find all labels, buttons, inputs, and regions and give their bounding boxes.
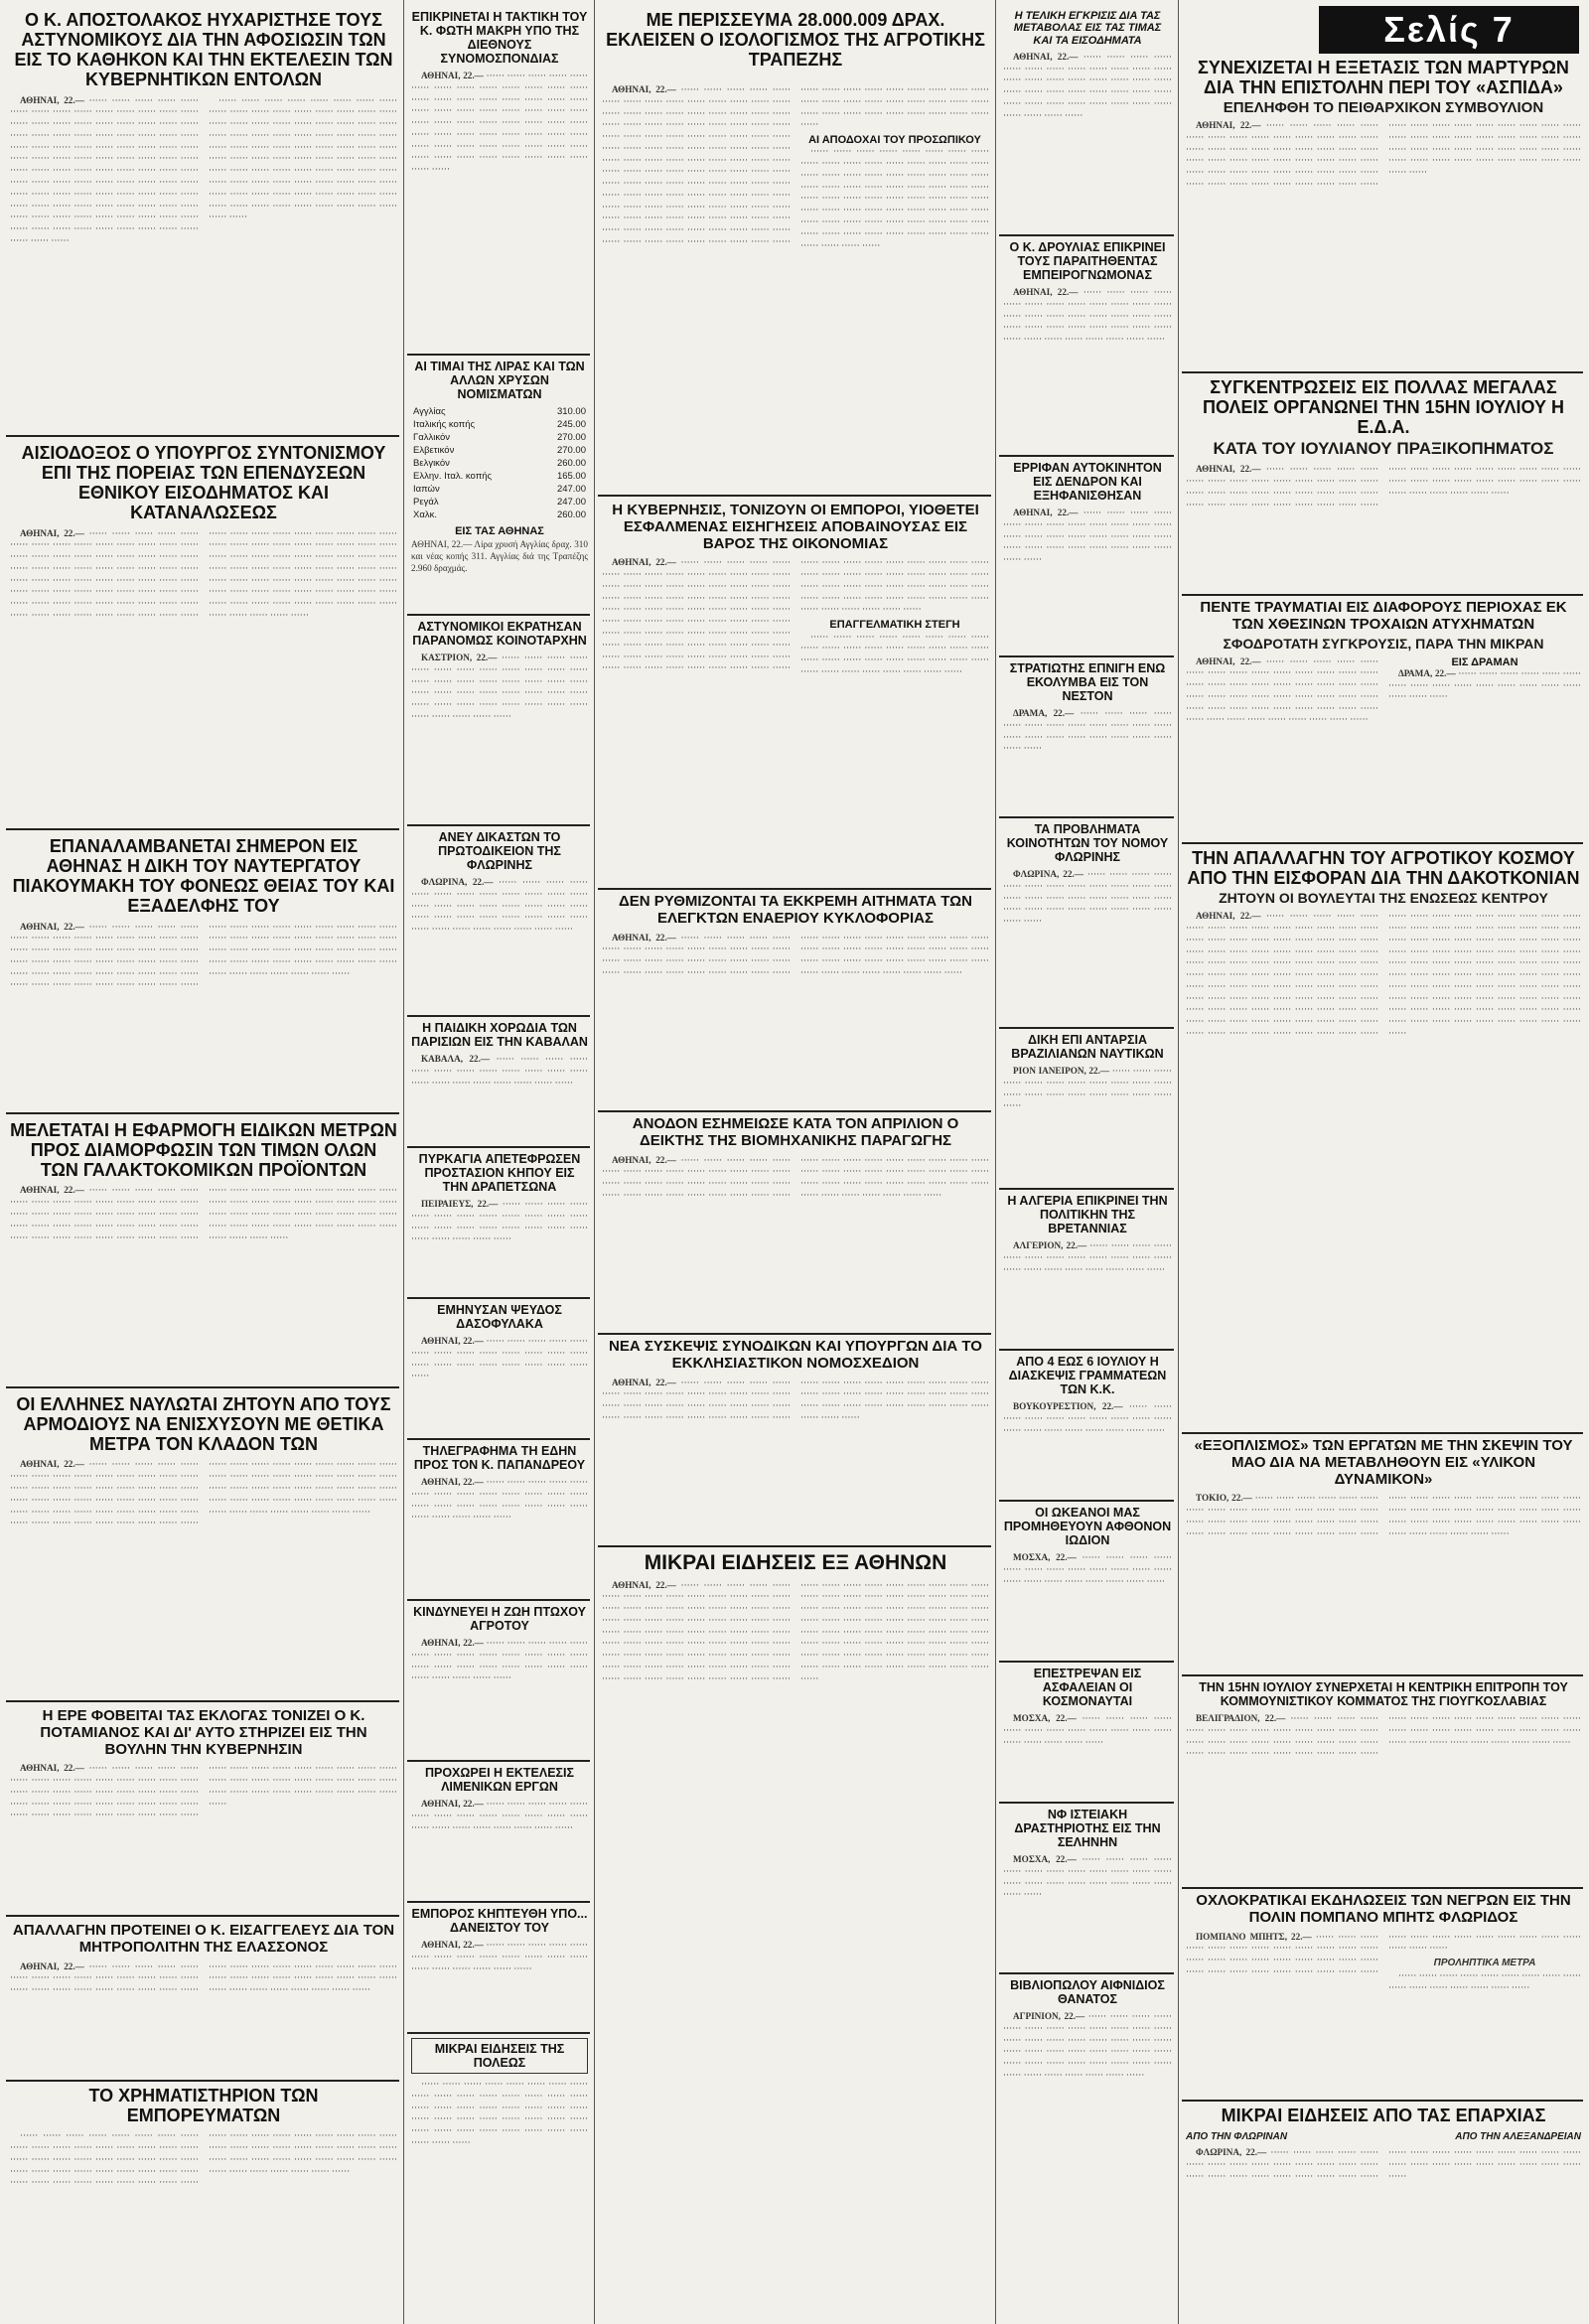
dateline: ΦΛΩΡΙΝΑ, 22.— (1013, 869, 1083, 879)
dateline: ΜΟΣΧΑ, 22.— (1013, 1552, 1077, 1562)
headline: Η ΑΛΓΕΡΙΑ ΕΠΙΚΡΙΝΕΙ ΤΗΝ ΠΟΛΙΤΙΚΗΝ ΤΗΣ ΒΡΕΤΑΝΝΙΑΣ (1007, 1194, 1168, 1235)
article (999, 822, 1176, 1021)
article-body: ΑΘΗΝΑΙ, 22.— ······ ······ ······ ······ ······ ······ ······ ······ ······ ······ ······ ······ ······ ······ ······ ······ ······ ······ ······ ······ ······ ······ ······ ······ ······ ······ ······ ······ ······ ······ ······ ······ ······ ······ ······ ······ ······ ······ ······ ······ ······ ······ ······ ······ ······ ······ ······ ······ ······ ······ ······ ······ ······ ······ ······ ······ ······ ······ ······ ······ ······ ······ ······ ······ ······ ······ ······ ······ ······ ······ ······ ······ ······ ······ ······ ······ ······ ······ ······ ······ ······ ······ ······ ······ ······ ······ ······ ······ ······ ······ ······ ······ ······ (10, 921, 397, 990)
article-body: ΑΓΡΙΝΙΟΝ, 22.— ······ ······ ······ ······ ······ ······ ······ ······ ······ ······ ······ ······ ······ ······ ······ ······ ······ ······ ······ ······ ······ ······ ······ ······ ······ ······ ······ ······ ······ ······ ······ ······ ······ ······ ······ ······ ······ ······ ······ ······ ······ ······ ······ (1003, 2011, 1172, 2080)
article-body: ΑΘΗΝΑΙ, 22.— ······ ······ ······ ······ ······ ······ ······ ······ ······ ······ ······ ······ ······ ······ ······ ······ ······ ······ ······ ······ ······ ······ ······ ······ ······ ······ ······ ······ ······ ······ (1003, 508, 1172, 565)
section-rule (598, 1110, 991, 1112)
section-rule (6, 1915, 399, 1917)
gold-price-row (411, 470, 588, 483)
article-body: ΑΘΗΝΑΙ, 22.— ······ ······ ······ ······ ······ ······ ······ ······ ······ ······ ······ ······ ······ ······ ······ ······ ······ ······ ······ ······ ······ ······ (411, 1336, 588, 1381)
article-body: ······ ······ ······ ······ ······ ······ ······ ······ ······ ······ ······ ······ ······ ······ ······ ······ ······ ······ ······ ······ ······ ······ ······ ······ ······ ······ ······ ······ ······ ······ ······ ······ ······ ······ ······ ······ ······ ······ ······ ······ ······ ······ ······ ······ ······ ······ ······ ······ ······ ······ ······ ······ ······ ······ ······ ······ ······ ······ ······ ······ ······ ······ ······ ······ ······ ······ ······ ······ ······ ······ ······ ······ ······ ······ ······ ······ ······ ······ (10, 2130, 397, 2188)
article (407, 1766, 592, 1895)
headline: ΑΠΟ 4 ΕΩΣ 6 ΙΟΥΛΙΟΥ Η ΔΙΑΣΚΕΨΙΣ ΓΡΑΜΜΑΤΕΩΝ ΤΩΝ Κ.Κ. (1008, 1355, 1167, 1396)
article-body: ΑΘΗΝΑΙ, 22.— ······ ······ ······ ······ ······ ······ ······ ······ ······ ······ ······ ······ ······ ······ ······ ······ ······ ······ ······ ······ ······ ······ ······ ······ ······ ······ (411, 1477, 588, 1523)
subheadline: ΑΠΟ ΤΗΝ ΑΛΕΞΑΝΔΡΕΙΑΝ (1455, 2131, 1581, 2143)
headline: ΝΦ ΙΣΤΕΙΑΚΗ ΔΡΑΣΤΗΡΙΟΤΗΣ ΕΙΣ ΤΗΝ ΣΕΛΗΝΗΝ (1014, 1808, 1161, 1849)
article-body: ΜΟΣΧΑ, 22.— ······ ······ ······ ······ ······ ······ ······ ······ ······ ······ ······ ······ ······ ······ ······ ······ ······ (1003, 1713, 1172, 1747)
article (407, 10, 592, 348)
dateline: ΑΘΗΝΑΙ, 22.— (612, 1377, 676, 1387)
headline: ΕΠΑΓΓΕΛΜΑΤΙΚΗ ΣΤΕΓΗ (829, 619, 960, 632)
section-rule (6, 1112, 399, 1114)
article-body: ΑΘΗΝΑΙ, 22.— ······ ······ ······ ······ ······ ······ ······ ······ ······ ······ ······ ······ ······ ······ ······ ······ ······ ······ ······ ······ ······ ······ ······ ······ ······ ······ ······ ······ ······ ······ ······ ······ ······ ······ ······ ······ ······ ······ ······ ······ ······ ······ ······ ······ ······ ······ ······ ······ ······ ······ ······ ······ ······ ······ ······ ······ ······ ······ ······ ······ ······ ······ ······ ······ ······ ······ ······ ······ ······ (10, 1763, 397, 1820)
gold-price-value: 270.00 (556, 445, 586, 456)
gold-price-name: Ελβετικόν (413, 445, 455, 456)
column-rule (594, 0, 595, 2324)
dateline: ΡΙΟΝ ΙΑΝΕΙΡΟΝ, 22.— (1013, 1066, 1110, 1076)
headline: ΚΙΝΔΥΝΕΥΕΙ Η ΖΩΗ ΠΤΩΧΟΥ ΑΓΡΟΤΟΥ (413, 1605, 586, 1633)
headline: ΟΙ ΕΛΛΗΝΕΣ ΝΑΥΛΩΤΑΙ ΖΗΤΟΥΝ ΑΠΟ ΤΟΥΣ ΑΡΜΟΔΙΟΥΣ ΝΑ ΕΝΙΣΧΥΣΟΥΝ ΜΕ ΘΕΤΙΚΑ ΜΕΤΡΑ ΤΟΝ ΚΛΑΔΟΝ ΤΩΝ (16, 1394, 391, 1455)
gold-price-name: Αγγλίας (413, 406, 446, 417)
gold-price-row (411, 405, 588, 418)
subheadline: ΚΑΤΑ ΤΟΥ ΙΟΥΛΙΑΝΟΥ ΠΡΑΞΙΚΟΠΗΜΑΤΟΣ (1213, 439, 1554, 459)
gold-price-name: Ιταλικής κοπής (413, 419, 476, 430)
headline: ΤΟ ΧΡΗΜΑΤΙΣΤΗΡΙΟΝ ΤΩΝ ΕΜΠΟΡΕΥΜΑΤΩΝ (88, 2086, 319, 2126)
gold-price-row (411, 444, 588, 457)
article (407, 1021, 592, 1140)
dateline: ΑΘΗΝΑΙ, 22.— (421, 1799, 484, 1809)
gold-price-name: Γαλλικόν (413, 432, 451, 443)
section-rule (6, 1700, 399, 1702)
dateline: ΑΘΗΝΑΙ, 22.— (421, 1336, 484, 1346)
column-rule (1178, 0, 1179, 2324)
headline: Η ΕΡΕ ΦΟΒΕΙΤΑΙ ΤΑΣ ΕΚΛΟΓΑΣ ΤΟΝΙΖΕΙ Ο Κ. ΠΟΤΑΜΙΑΝΟΣ ΚΑΙ ΔΙ' ΑΥΤΟ ΣΤΗΡΙΖΕΙ ΕΙΣ ΤΗΝ ΒΟΥΛΗΝ ΤΗΝ ΚΥΒΕΡΝΗΣΙΝ (40, 1708, 367, 1758)
gold-price-row (411, 496, 588, 508)
headline: ΑΙ ΤΙΜΑΙ ΤΗΣ ΛΙΡΑΣ ΚΑΙ ΤΩΝ ΑΛΛΩΝ ΧΡΥΣΩΝ ΝΟΜΙΣΜΑΤΩΝ (414, 360, 585, 401)
headline: ΠΡΟΧΩΡΕΙ Η ΕΚΤΕΛΕΣΙΣ ΛΙΜΕΝΙΚΩΝ ΕΡΓΩΝ (424, 1766, 575, 1794)
dateline: ΤΟΚΙΟ, 22.— (1196, 1493, 1252, 1504)
headline: Η ΠΑΙΔΙΚΗ ΧΟΡΩΔΙΑ ΤΩΝ ΠΑΡΙΣΙΩΝ ΕΙΣ ΤΗΝ ΚΑΒΑΛΑΝ (411, 1021, 588, 1049)
headline: ΟΙ ΩΚΕΑΝΟΙ ΜΑΣ ΠΡΟΜΗΘΕΥΟΥΝ ΑΦΘΟΝΟΝ ΙΩΔΙΟΝ (1003, 1506, 1172, 1547)
article (598, 1116, 993, 1325)
section-rule (999, 1500, 1174, 1502)
dateline: ΑΘΗΝΑΙ, 22.— (421, 1940, 484, 1950)
article-body: ΑΘΗΝΑΙ, 22.— ······ ······ ······ ······ ······ ······ ······ ······ ······ ······ ······ ······ ······ ······ ······ ······ ······ ······ ······ ······ ······ ······ ······ ······ ······ ······ ······ ······ ······ ······ ······ ······ ······ ······ ······ ······ ······ ······ ······ ······ ······ ······ ······ ······ ······ ······ ······ ······ ······ ······ ΕΙΣ ΔΡΑΜΑΝ ΔΡΑΜΑ, 22.— ······ ······ ······ ······ ······ ······ ······ ······ ······ ······ ······ ······ ······ ······ ······ ······ ······ ······ (1186, 655, 1581, 725)
headline: ΕΜΗΝΥΣΑΝ ΨΕΥΔΟΣ ΔΑΣΟΦΥΛΑΚΑ (437, 1303, 562, 1331)
article-body: ΔΡΑΜΑ, 22.— ······ ······ ······ ······ ······ ······ ······ ······ ······ ······ ······ ······ ······ ······ ······ ······ ······ ······ ······ ······ ······ ······ (1003, 708, 1172, 754)
headline: ΤΗΝ 15ΗΝ ΙΟΥΛΙΟΥ ΣΥΝΕΡΧΕΤΑΙ Η ΚΕΝΤΡΙΚΗ ΕΠΙΤΡΟΠΗ ΤΟΥ ΚΟΜΜΟΥΝΙΣΤΙΚΟΥ ΚΟΜΜΑΤΟΣ ΤΗΣ ΓΙΟΥΓΚΟΣΛΑΒΙΑΣ (1199, 1680, 1568, 1708)
article (999, 461, 1176, 650)
article-body: ΑΘΗΝΑΙ, 22.— ······ ······ ······ ······ ······ ······ ······ ······ ······ ······ ······ ······ ······ ······ ······ ······ ······ ······ ······ ······ ······ ······ ······ ······ ······ ······ ······ ······ ······ ······ ······ ······ ······ ······ ······ ······ ······ ······ ······ ······ ······ ······ ······ ······ ······ ······ ······ ······ ······ (10, 1961, 397, 1995)
gold-prices (407, 360, 592, 608)
subheadline: ΠΡΟΛΗΠΤΙΚΑ ΜΕΤΡΑ (1433, 1958, 1536, 1969)
headline: ΕΡΡΙΦΑΝ ΑΥΤΟΚΙΝΗΤΟΝ ΕΙΣ ΔΕΝΔΡΟΝ ΚΑΙ ΕΞΗΦΑΝΙΣΘΗΣΑΝ (1013, 461, 1162, 503)
headline: ΝΕΑ ΣΥΣΚΕΨΙΣ ΣΥΝΟΔΙΚΩΝ ΚΑΙ ΥΠΟΥΡΓΩΝ ΔΙΑ ΤΟ ΕΚΚΛΗΣΙΑΣΤΙΚΟΝ ΝΟΜΟΣΧΕΔΙΟΝ (609, 1339, 982, 1372)
headline: ΤΗΛΕΓΡΑΦΗΜΑ ΤΗ ΕΔΗΝ ΠΡΟΣ ΤΟΝ Κ. ΠΑΠΑΝΔΡΕΟΥ (413, 1444, 586, 1472)
article-body: ΑΘΗΝΑΙ, 22.— ······ ······ ······ ······ ······ ······ ······ ······ ······ ······ ······ ······ ······ ······ ······ ······ ······ ······ ······ ······ ······ ······ ······ ······ ······ ······ ······ ······ ······ ······ ······ ······ ······ ······ ······ ······ (1003, 287, 1172, 345)
section-rule (407, 1438, 590, 1440)
dateline: ΑΘΗΝΑΙ, 22.— (421, 1477, 484, 1487)
dateline: ΦΛΩΡΙΝΑ, 22.— (421, 877, 494, 887)
headline: ΕΙΣ ΔΡΑΜΑΝ (1451, 655, 1518, 668)
gold-price-value: 245.00 (556, 419, 586, 430)
dateline: ΦΛΩΡΙΝΑ, 22.— (1196, 2147, 1267, 2158)
article-body: ΑΘΗΝΑΙ, 22.— ······ ······ ······ ······ ······ ······ ······ ······ ······ ······ ······ ······ ······ ······ ······ ······ ······ ······ ······ ······ ······ ······ ······ ······ ······ ······ ······ ······ ······ ······ ······ ······ ······ ······ ······ ······ ······ ······ ······ ······ ······ ······ ······ ······ ······ ······ ······ ······ ······ ······ ······ ······ ······ ······ ······ ······ ······ ······ ······ ······ ······ ······ ······ ······ ······ ······ ······ ······ ······ ······ ······ ······ ······ ······ ······ ······ ······ ······ ······ ······ ······ (10, 1185, 397, 1242)
article-body: ΑΘΗΝΑΙ, 22.— ······ ······ ······ ······ ······ ······ ······ ······ ······ ······ ······ ······ ······ ······ ······ ······ ······ ······ ······ ······ ······ ······ ······ ······ ······ ······ ······ ······ ······ ······ ······ ······ ······ ······ ······ ······ ······ ······ ······ ······ ······ ······ ······ ······ ······ ······ ······ ······ ······ ······ ······ ······ ······ ······ ······ ······ ······ ······ ······ ······ ······ ······ ······ ······ ······ ······ ······ ······ ······ ······ ······ ······ ······ ······ ······ ······ ······ ······ ······ ······ ······ ······ ······ ······ ······ ······ ······ ······ (1186, 120, 1581, 189)
gold-price-value: 260.00 (556, 509, 586, 520)
section-rule (999, 455, 1174, 457)
gold-price-value: 165.00 (556, 471, 586, 482)
dateline: ΑΘΗΝΑΙ, 22.— (20, 1185, 84, 1196)
dateline: ΑΘΗΝΑΙ, 22.— (20, 527, 84, 538)
article (6, 1923, 401, 2072)
article (1182, 848, 1585, 1424)
article (999, 1355, 1176, 1494)
headline: ΔΕΝ ΡΥΘΜΙΖΟΝΤΑΙ ΤΑ ΕΚΚΡΕΜΗ ΑΙΤΗΜΑΤΑ ΤΩΝ ΕΛΕΓΚΤΩΝ ΕΝΑΕΡΙΟΥ ΚΥΚΛΟΦΟΡΙΑΣ (619, 894, 972, 927)
section-rule (1182, 1887, 1583, 1889)
gold-price-row (411, 418, 588, 431)
headline: ΣΤΡΑΤΙΩΤΗΣ ΕΠΝΙΓΗ ΕΝΩ ΕΚΟΛΥΜΒΑ ΕΙΣ ΤΟΝ ΝΕΣΤΟΝ (1009, 661, 1166, 703)
dateline: ΑΘΗΝΑΙ, 22.— (20, 1961, 84, 1971)
article-body: ······ ······ ······ ······ ······ ······ ······ ······ ······ ······ ······ ······ ······ ······ ······ ······ ······ ······ ······ ······ ······ ······ ······ ······ ······ ······ ······ ······ ······ ······ ······ ······ ······ ······ ······ ······ ······ ······ ······ ······ ······ ······ ······ (411, 2079, 588, 2147)
article (407, 1152, 592, 1291)
article (999, 1978, 1176, 2320)
section-rule (1182, 842, 1583, 844)
section-rule (598, 1545, 991, 1547)
article-body: ΑΘΗΝΑΙ, 22.— ······ ······ ······ ······ ······ ······ ······ ······ ······ ······ ······ ······ ······ ······ ······ ······ ······ ······ ······ ······ ······ (411, 1799, 588, 1832)
dateline: ΑΘΗΝΑΙ, 22.— (612, 1579, 676, 1590)
section-rule (999, 1661, 1174, 1663)
dateline: ΑΘΗΝΑΙ, 22.— (20, 1459, 84, 1470)
article (407, 620, 592, 818)
article (598, 894, 993, 1102)
section-rule (407, 1146, 590, 1148)
article (407, 1444, 592, 1593)
section-rule (598, 1333, 991, 1335)
article-body: ΒΕΛΙΓΡΑΔΙΟΝ, 22.— ······ ······ ······ ······ ······ ······ ······ ······ ······ ······ ······ ······ ······ ······ ······ ······ ······ ······ ······ ······ ······ ······ ······ ······ ······ ······ ······ ······ ······ ······ ······ ······ ······ ······ ······ ······ ······ ······ ······ ······ ······ ······ ······ ······ ······ ······ ······ ······ ······ ······ ······ ······ ······ ······ ······ ······ ······ ······ (1186, 1713, 1581, 1759)
gold-price-table (411, 405, 588, 521)
gold-price-value: 270.00 (556, 432, 586, 443)
section-rule (407, 824, 590, 826)
dateline: ΑΘΗΝΑΙ, 22.— (1013, 287, 1079, 297)
article-body: ΜΟΣΧΑ, 22.— ······ ······ ······ ······ ······ ······ ······ ······ ······ ······ ······ ······ ······ ······ ······ ······ ······ ······ ······ ······ (1003, 1552, 1172, 1586)
column-rule (403, 0, 404, 2324)
article-body: ΒΟΥΚΟΥΡΕΣΤΙΟΝ, 22.— ······ ······ ······ ······ ······ ······ ······ ······ ······ ······ ······ ······ ······ ······ ······ ······ ······ ······ (1003, 1401, 1173, 1435)
gold-price-value: 310.00 (556, 406, 586, 417)
article (1182, 1438, 1585, 1667)
dateline: ΑΘΗΝΑΙ, 22.— (1196, 911, 1261, 922)
article (407, 1303, 592, 1432)
article-body: ΑΛΓΕΡΙΟΝ, 22.— ······ ······ ······ ······ ······ ······ ······ ······ ······ ······ ······ ······ ······ ······ ······ ······ ······ ······ ······ ······ (1003, 1240, 1172, 1274)
headline: Η ΤΕΛΙΚΗ ΕΓΚΡΙΣΙΣ ΔΙΑ ΤΑΣ ΜΕΤΑΒΟΛΑΣ ΕΙΣ ΤΑΣ ΤΙΜΑΣ ΚΑΙ ΤΑ ΕΙΣΟΔΗΜΑΤΑ (1013, 10, 1162, 47)
dateline: ΜΟΣΧΑ, 22.— (1013, 1713, 1077, 1723)
headline: ΑΠΑΛΛΑΓΗΝ ΠΡΟΤΕΙΝΕΙ Ο Κ. ΕΙΣΑΓΓΕΛΕΥΣ ΔΙΑ ΤΟΝ ΜΗΤΡΟΠΟΛΙΤΗΝ ΤΗΣ ΕΛΑΣΣΟΝΟΣ (12, 1923, 395, 1956)
headline: ΜΙΚΡΑΙ ΕΙΔΗΣΕΙΣ ΑΠΟ ΤΑΣ ΕΠΑΡΧΙΑΣ (1221, 2106, 1546, 2125)
subheadline: ΣΦΟΔΡΟΤΑΤΗ ΣΥΓΚΡΟΥΣΙΣ, ΠΑΡΑ ΤΗΝ ΜΙΚΡΑΝ (1223, 635, 1544, 652)
section-rule (999, 1188, 1174, 1190)
section-rule (1182, 2100, 1583, 2102)
article-body: ΑΘΗΝΑΙ, 22.— ······ ······ ······ ······ ······ ······ ······ ······ ······ ······ ······ ······ ······ ······ ······ ······ ······ ······ ······ ······ ······ ······ ······ ······ ······ ······ ······ ······ ······ ······ ······ ······ ······ ······ ······ ······ ······ ······ ······ ······ ······ ······ ······ ······ ······ ······ ······ ······ ······ ······ ······ ······ ······ ······ ······ ······ (1186, 464, 1581, 509)
headline: ΠΕΝΤΕ ΤΡΑΥΜΑΤΙΑΙ ΕΙΣ ΔΙΑΦΟΡΟΥΣ ΠΕΡΙΟΧΑΣ ΕΚ ΤΩΝ ΧΘΕΣΙΝΩΝ ΤΡΟΧΑΙΩΝ ΑΤΥΧΗΜΑΤΩΝ (1200, 600, 1567, 633)
article-body: ΡΙΟΝ ΙΑΝΕΙΡΟΝ, 22.— ······ ······ ······ ······ ······ ······ ······ ······ ······ ······ ······ ······ ······ ······ ······ ······ ······ ······ ······ ······ (1003, 1066, 1172, 1111)
page-folio: Σελίς 7 (1319, 6, 1579, 54)
headline: ΑΝΕΥ ΔΙΚΑΣΤΩΝ ΤΟ ΠΡΩΤΟΔΙΚΕΙΟΝ ΤΗΣ ΦΛΩΡΙΝΗΣ (438, 830, 561, 872)
dateline: ΑΘΗΝΑΙ, 22.— (1196, 464, 1261, 475)
article (1182, 1893, 1585, 2092)
article-body: ΑΘΗΝΑΙ, 22.— ······ ······ ······ ······ ······ ······ ······ ······ ······ ······ ······ ······ ······ ······ ······ ······ ······ ······ ······ ······ ······ ······ ······ ······ ······ ······ ······ ······ ······ ······ ······ ······ ······ ······ ······ ······ ······ ······ ······ ······ ······ ······ ······ ······ ······ ······ ······ ······ ······ ······ ······ ······ ······ ······ ······ ······ ······ ······ ······ ······ ······ ······ ······ ······ ······ ······ ······ ······ ······ ······ ······ ······ ······ ······ ······ ······ ······ ······ ······ ······ ······ ······ ······ ······ ······ ······ ······ ······ ······ ······ ······ ······ ······ ······ (10, 1459, 397, 1528)
article (598, 1339, 993, 1537)
headline: ΒΙΒΛΙΟΠΩΛΟΥ ΑΙΦΝΙΔΙΟΣ ΘΑΝΑΤΟΣ (1010, 1978, 1165, 2006)
dateline: ΜΟΣΧΑ, 22.— (1013, 1854, 1077, 1864)
section-rule (407, 1760, 590, 1762)
section-rule (598, 495, 991, 497)
article (407, 2038, 592, 2320)
headline: ΜΙΚΡΑΙ ΕΙΔΗΣΕΙΣ ΤΗΣ ΠΟΛΕΩΣ (411, 2038, 588, 2074)
section-rule (999, 655, 1174, 657)
article (999, 1667, 1176, 1796)
gold-athens-note: ΑΘΗΝΑΙ, 22.— Λίρα χρυσή Αγγλίας δραχ. 310 και νέας κοπής 311. Αγγλίας διά της Τραπέζης 2.960 δραχμάς. (411, 539, 588, 573)
article (407, 1605, 592, 1754)
section-rule (1182, 1432, 1583, 1434)
headline: ΟΧΛΟΚΡΑΤΙΚΑΙ ΕΚΔΗΛΩΣΕΙΣ ΤΩΝ ΝΕΓΡΩΝ ΕΙΣ ΤΗΝ ΠΟΛΙΝ ΠΟΜΠΑΝΟ ΜΠΗΤΣ ΦΛΩΡΙΔΟΣ (1196, 1893, 1571, 1926)
article (407, 830, 592, 1009)
headline: ΕΙΣ ΤΑΣ ΑΘΗΝΑΣ (455, 525, 544, 537)
headline: ΕΠΑΝΑΛΑΜΒΑΝΕΤΑΙ ΣΗΜΕΡΟΝ ΕΙΣ ΑΘΗΝΑΣ Η ΔΙΚΗ ΤΟΥ ΝΑΥΤΕΡΓΑΤΟΥ ΠΙΑΚΟΥΜΑΚΗ ΤΟΥ ΦΟΝΕΩΣ ΘΕΙΑΣ ΤΟΥ ΚΑΙ ΕΞΑΔΕΛΦΗΣ ΤΟΥ (12, 836, 395, 917)
dateline: ΑΘΗΝΑΙ, 22.— (1013, 508, 1079, 517)
headline: Η ΚΥΒΕΡΝΗΣΙΣ, ΤΟΝΙΖΟΥΝ ΟΙ ΕΜΠΟΡΟΙ, ΥΙΟΘΕΤΕΙ ΕΣΦΑΛΜΕΝΑΣ ΕΙΣΗΓΗΣΕΙΣ ΑΠΟΒΑΙΝΟΥΣΑΣ ΕΙΣ ΒΑΡΟΣ ΤΗΣ ΟΙΚΟΝΟΜΙΑΣ (612, 503, 979, 552)
dateline: ΑΓΡΙΝΙΟΝ, 22.— (1013, 2011, 1085, 2021)
article-headline (598, 10, 993, 73)
article (999, 1506, 1176, 1655)
headline: ΤΑ ΠΡΟΒΛΗΜΑΤΑ ΚΟΙΝΟΤΗΤΩΝ ΤΟΥ ΝΟΜΟΥ ΦΛΩΡΙΝΗΣ (1006, 822, 1169, 864)
article-body: ΦΛΩΡΙΝΑ, 22.— ······ ······ ······ ······ ······ ······ ······ ······ ······ ······ ······ ······ ······ ······ ······ ······ ······ ······ ······ ······ ······ ······ ······ ······ ······ ······ ······ ······ ······ ······ (1003, 869, 1172, 927)
article-body: ΑΘΗΝΑΙ, 22.— ······ ······ ······ ······ ······ ······ ······ ······ ······ ······ ······ ······ ······ ······ ······ ······ ······ ······ ······ ······ ······ ······ ······ ······ ······ ······ ······ ······ ······ ······ ······ ······ ······ ······ ······ ······ ······ ······ ······ ······ (1003, 51, 1172, 120)
article (999, 661, 1176, 810)
article (1182, 2106, 1585, 2320)
section-rule (407, 1901, 590, 1903)
article (999, 1033, 1176, 1182)
dateline: ΑΘΗΝΑΙ, 22.— (20, 94, 84, 105)
section-rule (999, 816, 1174, 818)
section-rule (999, 234, 1174, 236)
dateline: ΑΘΗΝΑΙ, 22.— (20, 921, 84, 932)
article-body: ΑΘΗΝΑΙ, 22.— ······ ······ ······ ······ ······ ······ ······ ······ ······ ······ ······ ······ ······ ······ ······ ······ ······ ······ ······ (411, 1940, 588, 1973)
headline: ΜΕΛΕΤΑΤΑΙ Η ΕΦΑΡΜΟΓΗ ΕΙΔΙΚΩΝ ΜΕΤΡΩΝ ΠΡΟΣ ΔΙΑΜΟΡΦΩΣΙΝ ΤΩΝ ΤΙΜΩΝ ΟΛΩΝ ΤΩΝ ΓΑΛΑΚΤΟΚΟΜΙΚΩΝ ΠΡΟΪΟΝΤΩΝ (10, 1120, 397, 1181)
section-rule (407, 1015, 590, 1017)
article-body: ΑΘΗΝΑΙ, 22.— ······ ······ ······ ······ ······ ······ ······ ······ ······ ······ ······ ······ ······ ······ ······ ······ ······ ······ ······ ······ ······ ······ ······ ······ ······ ······ (411, 1638, 588, 1683)
article-body: ΦΛΩΡΙΝΑ, 22.— ······ ······ ······ ······ ······ ······ ······ ······ ······ ······ ······ ······ ······ ······ ······ ······ ······ ······ ······ ······ ······ ······ ······ ······ ······ ······ ······ ······ ······ ······ ······ ······ ······ ······ ······ ······ (411, 877, 588, 935)
gold-price-row (411, 508, 588, 521)
dateline: ΑΘΗΝΑΙ, 22.— (612, 557, 676, 568)
article (598, 503, 993, 880)
article (6, 443, 401, 820)
article (999, 1808, 1176, 1966)
headline: Ο Κ. ΑΠΟΣΤΟΛΑΚΟΣ ΗΥΧΑΡΙΣΤΗΣΕ ΤΟΥΣ ΑΣΤΥΝΟΜΙΚΟΥΣ ΔΙΑ ΤΗΝ ΑΦΟΣΙΩΣΙΝ ΤΩΝ ΕΙΣ ΤΟ ΚΑΘΗΚΟΝ ΚΑΙ ΤΗΝ ΕΚΤΕΛΕΣΙΝ ΤΩΝ ΚΥΒΕΡΝΗΤΙΚΩΝ ΕΝΤΟΛΩΝ (14, 10, 393, 90)
article-body: ΠΕΙΡΑΙΕΥΣ, 22.— ······ ······ ······ ······ ······ ······ ······ ······ ······ ······ ······ ······ ······ ······ ······ ······ ······ ······ ······ ······ ······ ······ ······ ······ ······ (411, 1199, 588, 1244)
headline: ΔΙΚΗ ΕΠΙ ΑΝΤΑΡΣΙΑ ΒΡΑΖΙΛΙΑΝΩΝ ΝΑΥΤΙΚΩΝ (1011, 1033, 1164, 1061)
gold-price-name: Ελλην. Ιταλ. κοπής (413, 471, 493, 482)
gold-price-name: Χαλκ. (413, 509, 437, 520)
section-rule (407, 2032, 590, 2034)
article (999, 10, 1176, 228)
article-body: ΑΘΗΝΑΙ, 22.— ······ ······ ······ ······ ······ ······ ······ ······ ······ ······ ······ ······ ······ ······ ······ ······ ······ ······ ······ ······ ······ ······ ······ ······ ······ ······ ······ ······ ······ ······ ······ ······ ······ ······ ······ ······ ······ ······ ······ ······ ······ ······ ······ ······ ······ ······ ······ ······ ······ ······ ······ ······ ······ ······ ······ ······ ······ ······ ······ ······ ······ ······ ······ ······ ······ ······ ······ ······ ······ ······ ······ ······ ······ ······ ······ ······ ······ ······ ······ ······ ······ ······ ······ ······ ······ ······ ······ ······ ······ ······ ······ ······ ······ ······ ······ ······ ······ ······ ······ ······ ······ ······ ······ ······ ······ ······ ······ ······ ······ ······ ······ ······ ······ ······ ······ ······ ······ ······ ······ ······ ······ ······ ······ ······ ······ ······ ······ ······ ······ ······ ······ ······ ······ ······ ······ ······ ······ ······ ······ ······ ······ ······ ······ ······ ······ ······ ······ ······ ······ ······ ······ ······ ······ ······ ······ ······ ······ ······ ······ ······ ······ ······ ······ ······ ······ ······ ······ ······ ······ ······ ······ ······ ······ ······ ······ ······ ······ ······ ······ ······ ······ ······ ······ ······ ······ ······ (1186, 911, 1581, 1038)
section-rule (6, 435, 399, 437)
headline: ΜΙΚΡΑΙ ΕΙΔΗΣΕΙΣ ΕΞ ΑΘΗΝΩΝ (644, 1551, 947, 1574)
article (999, 1194, 1176, 1343)
article (6, 2086, 401, 2320)
article-body: ΑΘΗΝΑΙ, 22.— ······ ······ ······ ······ ······ ······ ······ ······ ······ ······ ······ ······ ······ ······ ······ ······ ······ ······ ······ ······ ······ ······ ······ ······ ······ ······ ······ ······ ······ ······ ······ ······ ······ ······ ······ ······ ······ ······ ······ ······ ······ ······ ······ ······ ······ ······ ······ ······ ······ ······ ······ ······ ······ ······ ······ ······ ······ ······ ······ ······ ······ ······ ······ ······ ······ ······ ······ ······ ······ ······ ······ ······ ······ ······ ······ ······ ······ ······ ······ ······ ······ ······ ······ ······ ······ ······ ······ ······ ······ ······ ······ ······ ······ ······ ······ ······ ······ ······ ······ ······ ······ ······ ······ ······ ······ ······ ······ ······ ······ ······ ······ ······ ······ ······ ······ ······ ······ ······ ······ ······ ······ ······ ······ ······ ······ ······ ······ ······ ······ ······ ······ ······ ······ ······ ······ ······ ······ ······ ······ ······ ······ ······ ······ ······ ······ ······ ······ ······ ······ ······ ······ ······ ······ ······ ······ ······ ······ ······ ······ ······ ······ ······ ······ ······ ······ ······ ······ ······ ······ ······ ······ ······ ······ ······ ······ ······ ······ ······ ······ ······ ······ ······ ······ ······ ······ ······ ······ ······ ······ ······ ······ ······ ······ ······ ······ ······ ······ ······ (10, 94, 397, 245)
article-body: ΦΛΩΡΙΝΑ, 22.— ······ ······ ······ ······ ······ ······ ······ ······ ······ ······ ······ ······ ······ ······ ······ ······ ······ ······ ······ ······ ······ ······ ······ ······ ······ ······ ······ ······ ······ ······ ······ ······ ······ ······ ······ ······ ······ ······ ······ ······ ······ ······ (1186, 2147, 1581, 2181)
section-rule (6, 828, 399, 830)
article-body: ΤΟΚΙΟ, 22.— ······ ······ ······ ······ ······ ······ ······ ······ ······ ······ ······ ······ ······ ······ ······ ······ ······ ······ ······ ······ ······ ······ ······ ······ ······ ······ ······ ······ ······ ······ ······ ······ ······ ······ ······ ······ ······ ······ ······ ······ ······ ······ ······ ······ ······ ······ ······ ······ ······ ······ ······ ······ ······ ······ ······ ······ ······ ······ ······ ······ ······ ······ ······ ······ ······ ······ (1186, 1493, 1581, 1538)
article-body: ΑΘΗΝΑΙ, 22.— ······ ······ ······ ······ ······ ······ ······ ······ ······ ······ ······ ······ ······ ······ ······ ······ ······ ······ ······ ······ ······ ······ ······ ······ ······ ······ ······ ······ ······ ······ ······ ······ ······ ······ ······ ······ ······ ······ ······ ······ ······ ······ ······ ······ ······ ······ ······ ······ ······ ······ ······ ······ ······ ······ ······ ······ ······ ······ ······ ······ ······ ······ ······ ······ ······ ······ ······ ······ ······ ······ ······ ······ ······ ······ ······ ······ ······ ······ ······ ······ ······ ······ ······ ······ ······ ······ ······ ······ ······ ······ ······ ······ ······ ······ ······ ······ ······ ······ ······ ······ ······ ······ ······ ······ ······ ······ ······ ······ ······ ······ ······ ······ ······ ······ ······ ······ ······ ······ ······ ······ ······ ······ ······ ······ ······ ······ ······ ······ ······ ······ ······ ······ ······ ······ ······ ······ ······ ······ ······ ······ ······ ······ ······ ······ ······ ······ ······ ······ ······ ······ (602, 1579, 989, 1683)
dateline: ΠΕΙΡΑΙΕΥΣ, 22.— (421, 1199, 499, 1209)
article (6, 1394, 401, 1692)
section-rule (598, 888, 991, 890)
article-body: ΑΘΗΝΑΙ, 22.— ······ ······ ······ ······ ······ ······ ······ ······ ······ ······ ······ ······ ······ ······ ······ ······ ······ ······ ······ ······ ······ ······ ······ ······ ······ ······ ······ ······ ······ ······ ······ ······ ······ ······ ······ ······ ······ ······ ······ ······ ······ ······ ······ ······ ······ ······ ······ ······ ······ ······ ······ ······ ······ ······ ······ ······ ······ ······ ······ ······ ······ ······ (602, 1377, 989, 1422)
dateline: ΑΘΗΝΑΙ, 22.— (612, 84, 676, 94)
section-rule (6, 2080, 399, 2082)
dateline: ΑΘΗΝΑΙ, 22.— (20, 1763, 84, 1774)
headline: ΕΠΙΚΡΙΝΕΤΑΙ Η ΤΑΚΤΙΚΗ ΤΟΥ Κ. ΦΩΤΗ ΜΑΚΡΗ ΥΠΟ ΤΗΣ ΔΙΕΘΝΟΥΣ ΣΥΝΟΜΟΣΠΟΝΔΙΑΣ (411, 10, 588, 66)
article-body: ΑΘΗΝΑΙ, 22.— ······ ······ ······ ······ ······ ······ ······ ······ ······ ······ ······ ······ ······ ······ ······ ······ ······ ······ ······ ······ ······ ······ ······ ······ ······ ······ ······ ······ ······ ······ ······ ······ ······ ······ ······ ······ ······ ······ ······ ······ ······ ······ ······ ······ ······ ······ ······ ······ ······ ······ ······ ······ ······ ······ ······ ······ ······ ······ ······ ······ ······ ······ ······ ······ ······ ······ ······ ······ ······ ······ ······ ······ ······ ······ ······ ······ ······ ······ ······ ······ ······ ······ ······ ······ ······ ······ ······ ······ ······ ······ ······ ······ ······ ······ ······ ······ ······ ······ ······ ······ ······ ······ ······ ······ ······ ······ ······ ······ ······ ······ ······ ······ ······ ······ ······ ······ ······ ······ ······ ······ ······ ······ ······ ······ ······ ······ ······ ······ ΕΠΑΓΓΕΛΜΑΤΙΚΗ ΣΤΕΓΗ ······ ······ ······ ······ ······ ······ ······ ······ ······ ······ ······ ······ ······ ······ ······ ······ ······ ······ ······ ······ ······ ······ ······ ······ ······ ······ ······ ······ ······ ······ ······ ······ ······ ······ (602, 557, 989, 676)
headline: ΠΥΡΚΑΓΙΑ ΑΠΕΤΕΦΡΩΣΕΝ ΠΡΟΣΤΑΣΙΟΝ ΚΗΠΟΥ ΕΙΣ ΤΗΝ ΔΡΑΠΕΤΣΩΝΑ (418, 1152, 581, 1194)
headline: ΕΜΠΟΡΟΣ ΚΗΠΤΕΥΘΗ ΥΠΟ... ΔΑΝΕΙΣΤΟΥ ΤΟΥ (411, 1907, 588, 1935)
headline: Ο Κ. ΔΡΟΥΛΙΑΣ ΕΠΙΚΡΙΝΕΙ ΤΟΥΣ ΠΑΡΑΙΤΗΘΕΝΤΑΣ ΕΜΠΕΙΡΟΓΝΩΜΟΝΑΣ (1009, 240, 1166, 282)
gold-price-row (411, 457, 588, 470)
dateline: ΑΘΗΝΑΙ, 22.— (1196, 655, 1261, 666)
article (6, 1120, 401, 1379)
dateline: ΠΟΜΠΑΝΟ ΜΠΗΤΣ, 22.— (1196, 1931, 1312, 1942)
article-body: ΜΟΣΧΑ, 22.— ······ ······ ······ ······ ······ ······ ······ ······ ······ ······ ······ ······ ······ ······ ······ ······ ······ ······ ······ ······ ······ ······ (1003, 1854, 1172, 1900)
headline: ΑΝΟΔΟΝ ΕΣΗΜΕΙΩΣΕ ΚΑΤΑ ΤΟΝ ΑΠΡΙΛΙΟΝ Ο ΔΕΙΚΤΗΣ ΤΗΣ ΒΙΟΜΗΧΑΝΙΚΗΣ ΠΑΡΑΓΩΓΗΣ (632, 1116, 959, 1149)
subheadline: ΑΠΟ ΤΗΝ ΦΛΩΡΙΝΑΝ (1186, 2131, 1288, 2143)
article (999, 240, 1176, 449)
section-rule (999, 1972, 1174, 1974)
subheadline (602, 72, 989, 73)
gold-price-value: 247.00 (556, 497, 586, 508)
dateline: ΑΘΗΝΑΙ, 22.— (612, 1154, 676, 1165)
section-rule (1182, 594, 1583, 596)
article-body: ΑΘΗΝΑΙ, 22.— ······ ······ ······ ······ ······ ······ ······ ······ ······ ······ ······ ······ ······ ······ ······ ······ ······ ······ ······ ······ ······ ······ ······ ······ ······ ······ ······ ······ ······ ······ ······ ······ ······ ······ ······ ······ ······ ······ ······ ······ ······ ······ ······ ······ ······ ······ ······ ······ ······ ······ ······ ······ ······ ······ ······ ······ ······ ······ ······ ······ ······ ······ ······ (411, 71, 588, 175)
article (6, 836, 401, 1104)
dateline: ΑΘΗΝΑΙ, 22.— (421, 71, 484, 80)
article (598, 1551, 993, 2320)
headline: ΕΠΕΣΤΡΕΨΑΝ ΕΙΣ ΑΣΦΑΛΕΙΑΝ ΟΙ ΚΟΣΜΟΝΑΥΤΑΙ (1033, 1667, 1142, 1708)
dateline: ΒΕΛΙΓΡΑΔΙΟΝ, 22.— (1196, 1713, 1286, 1723)
headline: ΜΕ ΠΕΡΙΣΣΕΥΜΑ 28.000.009 ΔΡΑΧ. ΕΚΛΕΙΣΕΝ Ο ΙΣΟΛΟΓΙΣΜΟΣ ΤΗΣ ΑΓΡΟΤΙΚΗΣ ΤΡΑΠΕΖΗΣ (606, 10, 985, 71)
subheadline: ΕΠΕΛΗΦΘΗ ΤΟ ΠΕΙΘΑΡΧΙΚΟΝ ΣΥΜΒΟΥΛΙΟΝ (1223, 99, 1544, 117)
gold-price-name: Ιαπών (413, 484, 440, 495)
article-body: ΑΘΗΝΑΙ, 22.— ······ ······ ······ ······ ······ ······ ······ ······ ······ ······ ······ ······ ······ ······ ······ ······ ······ ······ ······ ······ ······ ······ ······ ······ ······ ······ ······ ······ ······ ······ ······ ······ ······ ······ ······ ······ ······ ······ ······ ······ ······ ······ ······ ······ ······ ······ ······ ······ ······ ······ ······ ······ ······ ······ ······ ······ ······ ······ ······ ······ ······ ······ ······ ······ ······ ······ ······ ······ ······ ······ ······ ······ ······ ······ ······ ······ ······ ······ ······ ······ ······ ······ ······ ······ ······ ······ ······ ······ ······ ······ ······ ······ ······ ······ ······ ······ ······ ······ ······ ······ ······ ······ ······ ······ ······ ······ ······ ······ ······ ······ ······ ······ ······ ······ ······ ······ ······ ······ ······ ······ ······ ······ ······ ······ ······ ······ ······ ······ ······ ······ ······ ······ ······ ······ ······ ······ ······ ······ ······ ······ ······ ······ ······ ······ ······ ······ ······ ······ ······ ······ ΑΙ ΑΠΟΔΟΧΑΙ ΤΟΥ ΠΡΟΣΩΠΙΚΟΥ ······ ······ ······ ······ ······ ······ ······ ······ ······ ······ ······ ······ ······ ······ ······ ······ ······ ······ ······ ······ ······ ······ ······ ······ ······ ······ ······ ······ ······ ······ ······ ······ ······ ······ ······ ······ ······ ······ ······ ······ ······ ······ ······ ······ ······ ······ ······ ······ ······ ······ ······ ······ ······ ······ ······ ······ ······ ······ ······ ······ ······ ······ ······ ······ ······ ······ ······ ······ ······ ······ ······ ······ ······ ······ ······ (602, 84, 989, 250)
gold-price-name: Ρεγάλ (413, 497, 439, 508)
subheadline-row (1186, 2129, 1581, 2142)
article-body: ΑΘΗΝΑΙ, 22.— ······ ······ ······ ······ ······ ······ ······ ······ ······ ······ ······ ······ ······ ······ ······ ······ ······ ······ ······ ······ ······ ······ ······ ······ ······ ······ ······ ······ ······ ······ ······ ······ ······ ······ ······ ······ ······ ······ ······ ······ ······ ······ ······ ······ ······ ······ ······ ······ ······ ······ ······ ······ ······ ······ ······ ······ ······ ······ ······ ······ ······ ······ ······ ······ ······ ······ (602, 1154, 989, 1200)
section-rule (999, 1802, 1174, 1804)
headline: «ΕΞΟΠΛΙΣΜΟΣ» ΤΩΝ ΕΡΓΑΤΩΝ ΜΕ ΤΗΝ ΣΚΕΨΙΝ ΤΟΥ ΜΑΟ ΔΙΑ ΝΑ ΜΕΤΑΒΛΗΘΟΥΝ ΕΙΣ «ΥΛΙΚΟΝ ΔΥΝΑΜΙΚΟΝ» (1194, 1438, 1573, 1488)
headline: ΣΥΓΚΕΝΤΡΩΣΕΙΣ ΕΙΣ ΠΟΛΛΑΣ ΜΕΓΑΛΑΣ ΠΟΛΕΙΣ ΟΡΓΑΝΩΝΕΙ ΤΗΝ 15ΗΝ ΙΟΥΛΙΟΥ Η Ε.Δ.Α. (1202, 377, 1565, 438)
dateline: ΚΑΒΑΛΑ, 22.— (421, 1054, 491, 1064)
dateline: ΚΑΣΤΡΙΟΝ, 22.— (421, 653, 498, 662)
headline: ΑΣΤΥΝΟΜΙΚΟΙ ΕΚΡΑΤΗΣΑΝ ΠΑΡΑΝΟΜΩΣ ΚΟΙΝΟΤΑΡΧΗΝ (412, 620, 587, 648)
dateline: ΑΘΗΝΑΙ, 22.— (612, 932, 676, 943)
dateline: ΔΡΑΜΑ, 22.— (1398, 667, 1456, 678)
dateline: ΑΛΓΕΡΙΟΝ, 22.— (1013, 1240, 1087, 1250)
gold-price-row (411, 483, 588, 496)
article (1182, 1680, 1585, 1879)
article-body: ΚΑΒΑΛΑ, 22.— ······ ······ ······ ······ ······ ······ ······ ······ ······ ······ ······ ······ ······ ······ ······ ······ ······ ······ ······ ······ (411, 1054, 589, 1088)
article (1182, 115, 1585, 363)
headline: ΑΙΣΙΟΔΟΞΟΣ Ο ΥΠΟΥΡΓΟΣ ΣΥΝΤΟΝΙΣΜΟΥ ΕΠΙ ΤΗΣ ΠΟΡΕΙΑΣ ΤΩΝ ΕΠΕΝΔΥΣΕΩΝ ΕΘΝΙΚΟΥ ΕΙΣΟΔΗΜΑΤΟΣ ΚΑΙ ΚΑΤΑΝΑΛΩΣΕΩΣ (21, 443, 386, 523)
section-rule (407, 354, 590, 356)
subheadline: ΖΗΤΟΥΝ ΟΙ ΒΟΥΛΕΥΤΑΙ ΤΗΣ ΕΝΩΣΕΩΣ ΚΕΝΤΡΟΥ (1219, 890, 1548, 907)
article (1182, 377, 1585, 586)
article (6, 10, 401, 427)
dateline: ΑΘΗΝΑΙ, 22.— (1196, 120, 1261, 130)
dateline: ΒΟΥΚΟΥΡΕΣΤΙΟΝ, 22.— (1013, 1401, 1123, 1411)
headline: ΣΥΝΕΧΙΖΕΤΑΙ Η ΕΞΕΤΑΣΙΣ ΤΩΝ ΜΑΡΤΥΡΩΝ ΔΙΑ ΤΗΝ ΕΠΙΣΤΟΛΗΝ ΠΕΡΙ ΤΟΥ «ΑΣΠΙΔΑ» (1198, 58, 1569, 98)
headline: ΑΙ ΑΠΟΔΟΧΑΙ ΤΟΥ ΠΡΟΣΩΠΙΚΟΥ (808, 134, 981, 147)
dateline: ΑΘΗΝΑΙ, 22.— (421, 1638, 484, 1648)
section-rule (1182, 371, 1583, 373)
article-body: ΑΘΗΝΑΙ, 22.— ······ ······ ······ ······ ······ ······ ······ ······ ······ ······ ······ ······ ······ ······ ······ ······ ······ ······ ······ ······ ······ ······ ······ ······ ······ ······ ······ ······ ······ ······ ······ ······ ······ ······ ······ ······ ······ ······ ······ ······ ······ ······ ······ ······ ······ ······ ······ ······ ······ ······ ······ ······ ······ ······ ······ ······ ······ ······ ······ ······ ······ ······ ······ ······ ······ ······ ······ (602, 932, 989, 977)
dateline: ΔΡΑΜΑ, 22.— (1013, 708, 1075, 718)
gold-price-value: 247.00 (556, 484, 586, 495)
section-rule (407, 1599, 590, 1601)
gold-price-row (411, 431, 588, 444)
section-rule (407, 1297, 590, 1299)
article-body: ΚΑΣΤΡΙΟΝ, 22.— ······ ······ ······ ······ ······ ······ ······ ······ ······ ······ ······ ······ ······ ······ ······ ······ ······ ······ ······ ······ ······ ······ ······ ······ ······ ······ ······ ······ ······ ······ ······ ······ ······ ······ ······ ······ ······ ······ ······ ······ ······ (411, 653, 588, 721)
section-rule (999, 1349, 1174, 1351)
article (6, 1708, 401, 1907)
headline: ΤΗΝ ΑΠΑΛΛΑΓΗΝ ΤΟΥ ΑΓΡΟΤΙΚΟΥ ΚΟΣΜΟΥ ΑΠΟ ΤΗΝ ΕΙΣΦΟΡΑΝ ΔΙΑ ΤΗΝ ΔΑΚΟΤΚΟΝΙΑΝ (1187, 848, 1580, 889)
gold-price-value: 260.00 (556, 458, 586, 469)
column-rule (995, 0, 996, 2324)
article (598, 79, 993, 487)
section-rule (407, 614, 590, 616)
dateline: ΑΘΗΝΑΙ, 22.— (1013, 51, 1079, 62)
article-body: ΑΘΗΝΑΙ, 22.— ······ ······ ······ ······ ······ ······ ······ ······ ······ ······ ······ ······ ······ ······ ······ ······ ······ ······ ······ ······ ······ ······ ······ ······ ······ ······ ······ ······ ······ ······ ······ ······ ······ ······ ······ ······ ······ ······ ······ ······ ······ ······ ······ ······ ······ ······ ······ ······ ······ ······ ······ ······ ······ ······ ······ ······ ······ ······ ······ ······ ······ ······ ······ ······ ······ ······ ······ ······ ······ ······ ······ ······ ······ ······ ······ ······ ······ ······ ······ ······ ······ ······ ······ ······ ······ ······ ······ ······ ······ ······ ······ ······ ······ ······ ······ ······ ······ ······ ······ ······ ······ ······ ······ ······ ······ ······ ······ ······ ······ ······ ······ ······ ······ ······ ······ ······ ······ ······ ······ ······ ······ ······ ······ ······ ······ ······ ······ ······ ······ ······ ······ ······ ······ ······ ······ ······ (10, 527, 397, 620)
section-rule (1182, 1674, 1583, 1676)
section-rule (999, 1027, 1174, 1029)
article-body: ΠΟΜΠΑΝΟ ΜΠΗΤΣ, 22.— ······ ······ ······ ······ ······ ······ ······ ······ ······ ······ ······ ······ ······ ······ ······ ······ ······ ······ ······ ······ ······ ······ ······ ······ ······ ······ ······ ······ ······ ······ ······ ······ ······ ······ ······ ······ ······ ······ ······ ······ ······ ······ ΠΡΟΛΗΠΤΙΚΑ ΜΕΤΡΑ ······ ······ ······ ······ ······ ······ ······ ······ ······ ······ ······ ······ ······ ······ ······ ······ (1186, 1931, 1581, 1992)
gold-price-name: Βελγικόν (413, 458, 450, 469)
article (1182, 600, 1585, 834)
section-rule (6, 1386, 399, 1388)
article (407, 1907, 592, 2026)
